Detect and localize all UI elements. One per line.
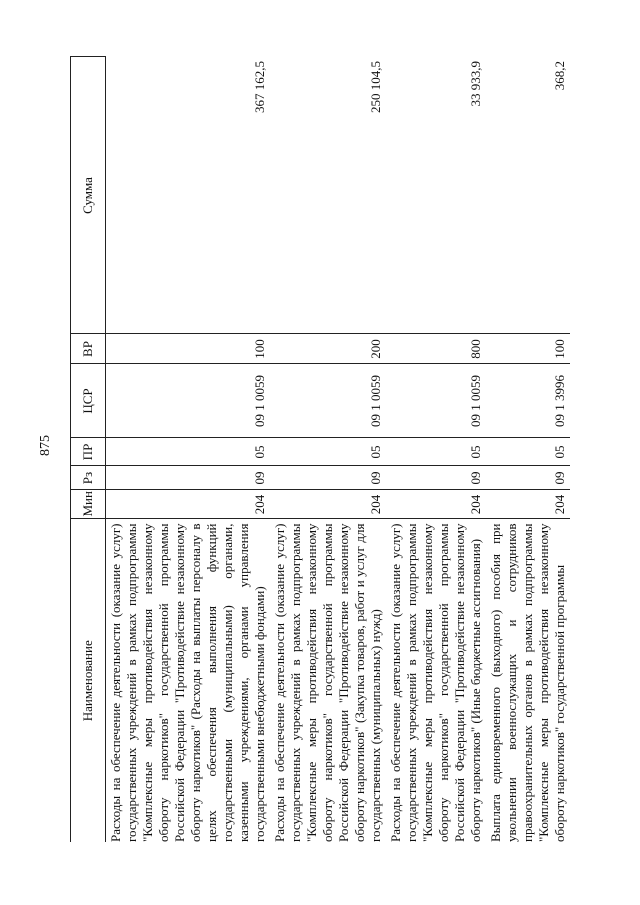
header-name: Наименование bbox=[71, 519, 106, 842]
row-min: 204 bbox=[386, 490, 486, 519]
budget-table bbox=[70, 57, 570, 843]
row-vr: 200 bbox=[270, 334, 386, 364]
table-row bbox=[270, 57, 386, 842]
row-csr: 09 1 0059 bbox=[106, 364, 271, 438]
row-sum: 367 162,5 bbox=[106, 57, 271, 334]
table-row bbox=[486, 57, 570, 842]
row-min: 204 bbox=[106, 490, 271, 519]
row-name: Выплата единовременного (выходного) пособия при увольнении военнослужащих и сотрудников правоохранительных органов в рамках подпрограммы "Комплексные меры противодействия незаконному обороту наркотиков" государственной программы bbox=[488, 523, 567, 842]
row-name: Расходы на обеспечение деятельности (оказание услуг) государственных учреждений в рамках подпрограммы "Комплексные меры противодействия незаконному обороту наркотиков" государственной программы Российской Федерации "Противодействие незаконному обороту наркотиков" (Расходы на выплаты персоналу в целях обеспечения выполнения функций государственными (муниципальными) органами, казенными учреждениями, органами управления государственными внебюджетными фондами) bbox=[108, 523, 267, 842]
row-csr: 09 1 3996 bbox=[486, 364, 570, 438]
row-name: Расходы на обеспечение деятельности (оказание услуг) государственных учреждений в рамках подпрограммы "Комплексные меры противодействия незаконному обороту наркотиков" государственной программы Российской Федерации "Противодействие незаконному обороту наркотиков" (Иные бюджетные ассигнования) bbox=[388, 523, 483, 842]
row-rz: 09 bbox=[270, 466, 386, 490]
row-vr: 800 bbox=[386, 334, 486, 364]
row-rz: 09 bbox=[106, 466, 271, 490]
row-sum: 33 933,9 bbox=[386, 57, 486, 334]
header-sum: Сумма bbox=[71, 57, 106, 334]
row-name: Расходы на обеспечение деятельности (оказание услуг) государственных учреждений в рамках подпрограммы "Комплексные меры противодействия незаконному обороту наркотиков" государственной программы Российской Федерации "Противодействие незаконному обороту наркотиков" (Закупка товаров, работ и услуг для государственных (муниципальных) нужд) bbox=[272, 523, 383, 842]
table-header-row bbox=[71, 57, 106, 842]
header-csr: ЦСР bbox=[71, 364, 106, 438]
row-sum: 368,2 bbox=[486, 57, 570, 334]
row-pr: 05 bbox=[486, 438, 570, 466]
row-csr: 09 1 0059 bbox=[270, 364, 386, 438]
row-rz: 09 bbox=[386, 466, 486, 490]
row-min: 204 bbox=[486, 490, 570, 519]
rotated-table-wrapper bbox=[70, 57, 600, 842]
header-vr: ВР bbox=[71, 334, 106, 364]
row-rz: 09 bbox=[486, 466, 570, 490]
row-csr: 09 1 0059 bbox=[386, 364, 486, 438]
row-sum: 250 104,5 bbox=[270, 57, 386, 334]
header-min: Мин bbox=[71, 490, 106, 519]
table-row bbox=[106, 57, 271, 842]
row-pr: 05 bbox=[270, 438, 386, 466]
header-pr: ПР bbox=[71, 438, 106, 466]
header-rz: Рз bbox=[71, 466, 106, 490]
page-number: 875 bbox=[38, 435, 53, 456]
row-vr: 100 bbox=[106, 334, 271, 364]
row-pr: 05 bbox=[386, 438, 486, 466]
table-row bbox=[386, 57, 486, 842]
row-pr: 05 bbox=[106, 438, 271, 466]
row-vr: 100 bbox=[486, 334, 570, 364]
row-min: 204 bbox=[270, 490, 386, 519]
